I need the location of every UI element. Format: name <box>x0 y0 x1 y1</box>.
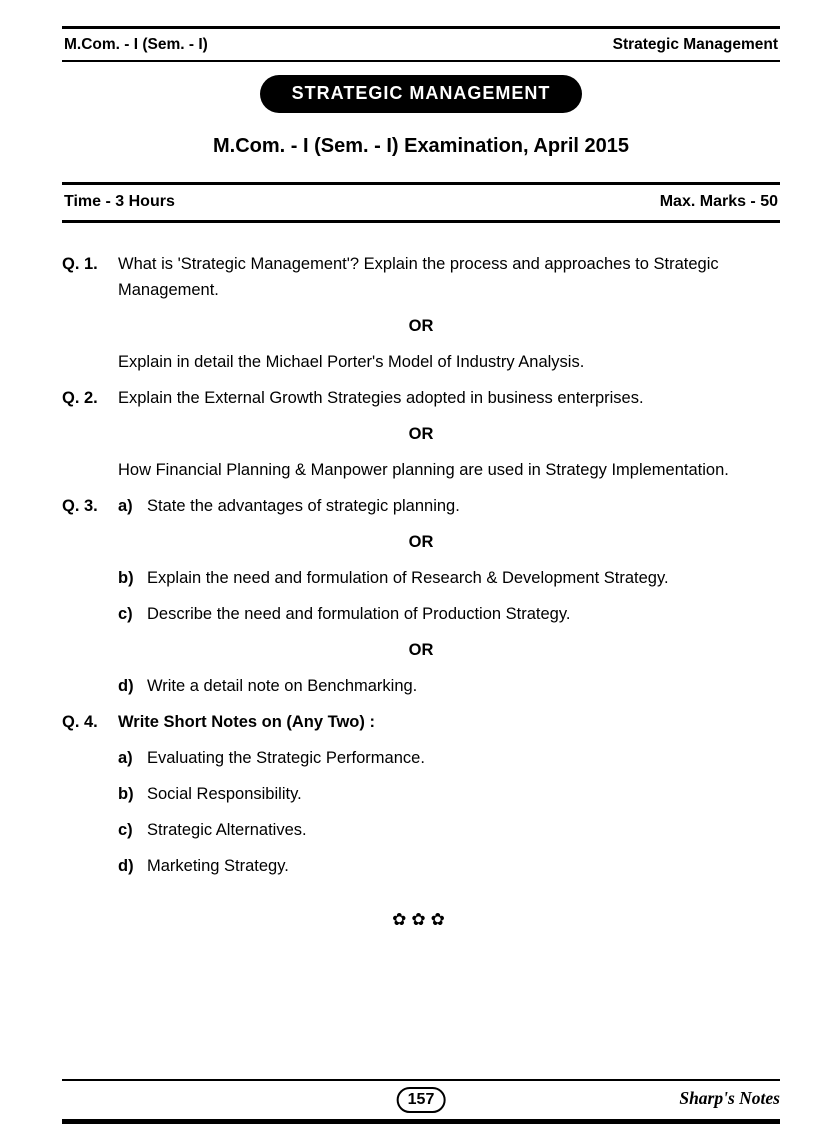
question-3c-label: c) <box>118 605 133 623</box>
or-separator-4: OR <box>408 641 434 659</box>
question-1-text: What is 'Strategic Management'? Explain the process and approaches to Strategic Management. <box>118 255 719 299</box>
question-4c-label: c) <box>118 821 133 839</box>
exam-title: M.Com. - I (Sem. - I) Examination, April 2015 <box>212 135 629 157</box>
end-of-paper-flourish-icon: ✿✿✿ <box>392 910 450 930</box>
question-3-number: Q. 3. <box>62 497 98 515</box>
header-right-text: Strategic Management <box>612 36 778 53</box>
page-number-badge: 157 <box>397 1087 446 1113</box>
question-3d <box>118 673 780 699</box>
question-4a <box>118 745 780 771</box>
question-4c-text: Strategic Alternatives. <box>147 821 307 839</box>
question-4b-label: b) <box>118 785 134 803</box>
question-3a-label: a) <box>118 497 133 515</box>
title-banner-wrap <box>62 75 780 113</box>
meta-bottom-divider <box>62 220 780 223</box>
or-separator-2: OR <box>408 425 434 443</box>
question-3d-label: d) <box>118 677 134 695</box>
question-3c <box>118 601 780 627</box>
page-header <box>62 29 780 60</box>
header-left-text: M.Com. - I (Sem. - I) <box>64 36 208 53</box>
page-content <box>62 26 780 933</box>
footer-row <box>62 1086 780 1116</box>
page-footer <box>62 1079 780 1124</box>
question-3b-text: Explain the need and formulation of Research & Development Strategy. <box>147 569 669 587</box>
or-separator-3: OR <box>408 533 434 551</box>
question-3a-text: State the advantages of strategic planning. <box>147 497 460 515</box>
question-4d-text: Marketing Strategy. <box>147 857 289 875</box>
question-3d-text: Write a detail note on Benchmarking. <box>147 677 418 695</box>
footer-top-divider <box>62 1079 780 1081</box>
question-4d-label: d) <box>118 857 134 875</box>
questions-area <box>62 251 780 933</box>
question-4b <box>118 781 780 807</box>
question-3a-inline <box>118 493 780 519</box>
meta-row <box>62 185 780 220</box>
question-4-text: Write Short Notes on (Any Two) : <box>118 713 375 731</box>
question-2-alternative: How Financial Planning & Manpower planning are used in Strategy Implementation. <box>118 461 729 479</box>
question-2-number: Q. 2. <box>62 389 98 407</box>
question-3b <box>118 565 780 591</box>
question-2-text: Explain the External Growth Strategies adopted in business enterprises. <box>118 389 644 407</box>
question-1-number: Q. 1. <box>62 255 98 273</box>
header-bottom-divider <box>62 60 780 62</box>
question-2 <box>62 385 780 411</box>
time-allowed-label: Time - 3 Hours <box>64 193 175 210</box>
question-4-number: Q. 4. <box>62 713 98 731</box>
title-banner: STRATEGIC MANAGEMENT <box>260 75 583 113</box>
publisher-brand: Sharp's Notes <box>679 1088 780 1108</box>
question-1-alternative: Explain in detail the Michael Porter's Model of Industry Analysis. <box>118 353 585 371</box>
question-1 <box>62 251 780 303</box>
question-4a-label: a) <box>118 749 133 767</box>
footer-bottom-bar <box>62 1119 780 1124</box>
question-4a-text: Evaluating the Strategic Performance. <box>147 749 425 767</box>
question-3b-label: b) <box>118 569 134 587</box>
question-4d <box>118 853 780 879</box>
question-3 <box>62 493 780 519</box>
question-3c-text: Describe the need and formulation of Production Strategy. <box>147 605 571 623</box>
question-4b-text: Social Responsibility. <box>147 785 302 803</box>
question-4c <box>118 817 780 843</box>
max-marks-label: Max. Marks - 50 <box>659 193 778 210</box>
question-4 <box>62 709 780 735</box>
or-separator-1: OR <box>408 317 434 335</box>
